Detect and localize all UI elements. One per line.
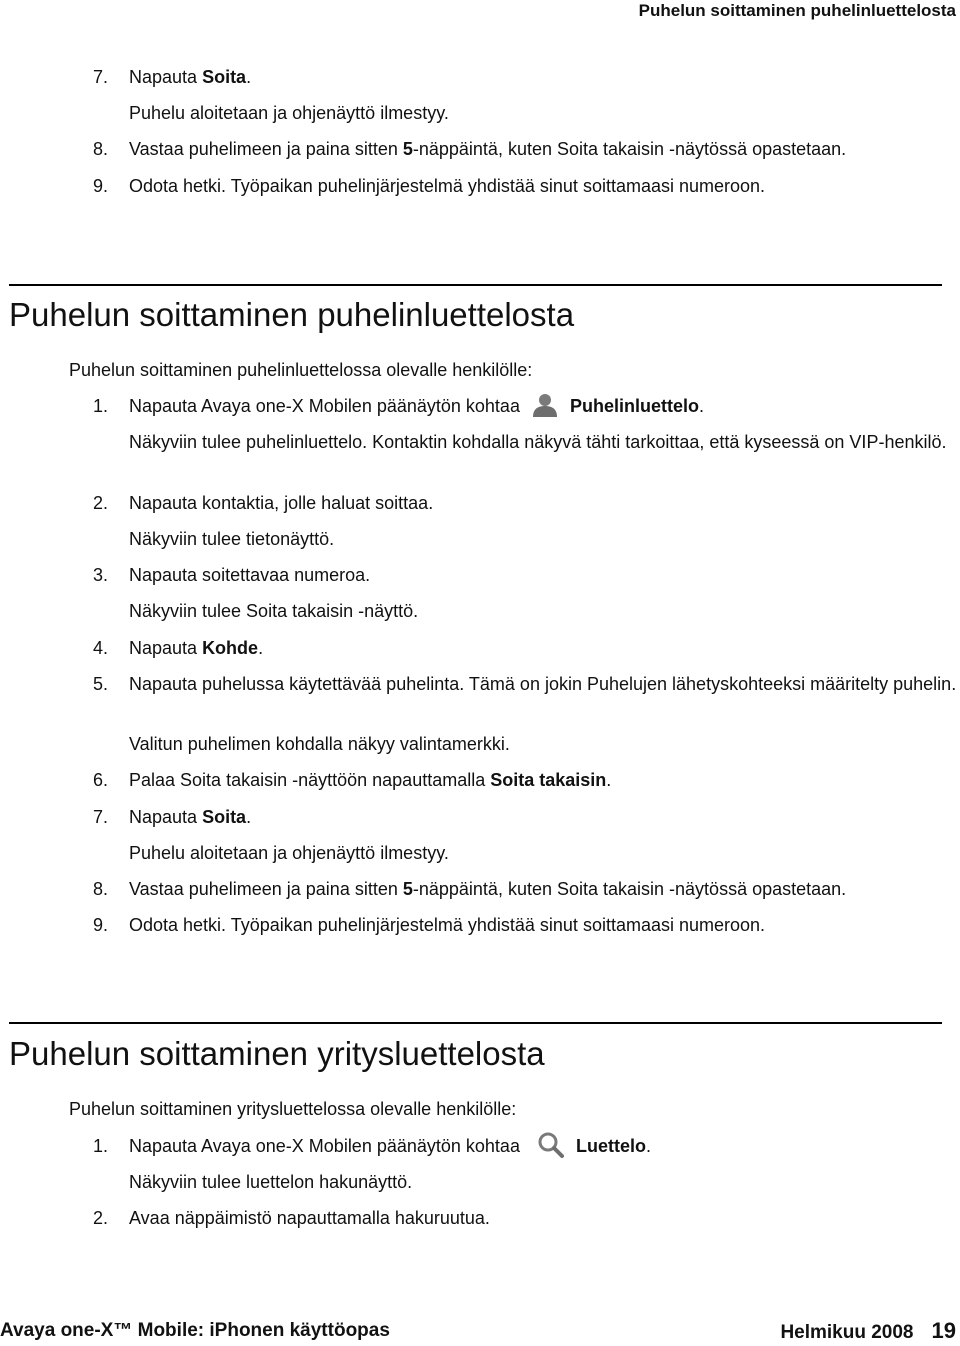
contacts-person-icon bbox=[530, 392, 560, 418]
footer-date-page bbox=[780, 1318, 956, 1346]
section-intro: Puhelun soittaminen puhelinluettelossa olevalle henkilölle: bbox=[69, 360, 533, 380]
search-magnifier-icon bbox=[536, 1132, 566, 1158]
footer-date: Helmikuu 2008 bbox=[780, 1322, 914, 1343]
section-rule bbox=[9, 284, 942, 286]
phonebook-step-1-note: Näkyviin tulee puhelinluettelo. Kontaktin kohdalla näkyvä tähti tarkoittaa, että kyseessä on VIP-henkilö. bbox=[129, 432, 947, 452]
page-number: 19 bbox=[931, 1318, 956, 1343]
directory-step-1-note: Näkyviin tulee luettelon hakunäyttö. bbox=[129, 1172, 413, 1192]
phonebook-step-2: 2. Napauta kontaktia, jolle haluat soittaa. bbox=[93, 493, 434, 513]
phonebook-step-1: 1. Napauta Avaya one-X Mobilen päänäytön kohtaa Puhelinluettelo. bbox=[93, 394, 958, 418]
phonebook-step-9: 9. Odota hetki. Työpaikan puhelinjärjestelmä yhdistää sinut soittamaasi numeroon. bbox=[93, 915, 766, 935]
phonebook-step-5-note: Valitun puhelimen kohdalla näkyy valintamerkki. bbox=[129, 734, 510, 754]
step-8-top: 8. Vastaa puhelimeen ja paina sitten 5-näppäintä, kuten Soita takaisin -näytössä opastetaan. bbox=[93, 139, 847, 159]
section-intro: Puhelun soittaminen yritysluettelossa olevalle henkilölle: bbox=[69, 1099, 517, 1119]
phonebook-step-7-note: Puhelu aloitetaan ja ohjenäyttö ilmestyy. bbox=[129, 843, 449, 863]
page-footer bbox=[0, 1318, 960, 1344]
step-7-top: 7. Napauta Soita. bbox=[93, 67, 252, 87]
phonebook-step-3: 3. Napauta soitettavaa numeroa. bbox=[93, 565, 371, 585]
phonebook-step-2-note: Näkyviin tulee tietonäyttö. bbox=[129, 529, 335, 549]
running-header: Puhelun soittaminen puhelinluettelosta bbox=[638, 1, 956, 20]
phonebook-step-4: 4. Napauta Kohde. bbox=[93, 638, 264, 658]
phonebook-step-3-note: Näkyviin tulee Soita takaisin -näyttö. bbox=[129, 601, 419, 621]
section-title-directory: Puhelun soittaminen yritysluettelosta bbox=[9, 1035, 545, 1072]
directory-step-1: 1. Napauta Avaya one-X Mobilen päänäytön kohtaa Luettelo. bbox=[93, 1134, 958, 1158]
section-title-phonebook: Puhelun soittaminen puhelinluettelosta bbox=[9, 296, 575, 333]
section-rule bbox=[9, 1022, 942, 1024]
phonebook-step-5: 5. Napauta puhelussa käytettävää puhelinta. Tämä on jokin Puhelujen lähetyskohteeksi määritelty puhelin. bbox=[93, 674, 957, 694]
directory-step-2: 2. Avaa näppäimistö napauttamalla hakuruutua. bbox=[93, 1208, 490, 1228]
phonebook-step-7: 7. Napauta Soita. bbox=[93, 807, 252, 827]
phonebook-step-6: 6. Palaa Soita takaisin -näyttöön napauttamalla Soita takaisin. bbox=[93, 770, 612, 790]
step-9-top: 9. Odota hetki. Työpaikan puhelinjärjestelmä yhdistää sinut soittamaasi numeroon. bbox=[93, 176, 766, 196]
footer-doc-title: Avaya one-X™ Mobile: iPhonen käyttöopas bbox=[0, 1320, 390, 1341]
step-7-top-note: Puhelu aloitetaan ja ohjenäyttö ilmestyy. bbox=[129, 103, 449, 123]
phonebook-step-8: 8. Vastaa puhelimeen ja paina sitten 5-näppäintä, kuten Soita takaisin -näytössä opastetaan. bbox=[93, 879, 847, 899]
